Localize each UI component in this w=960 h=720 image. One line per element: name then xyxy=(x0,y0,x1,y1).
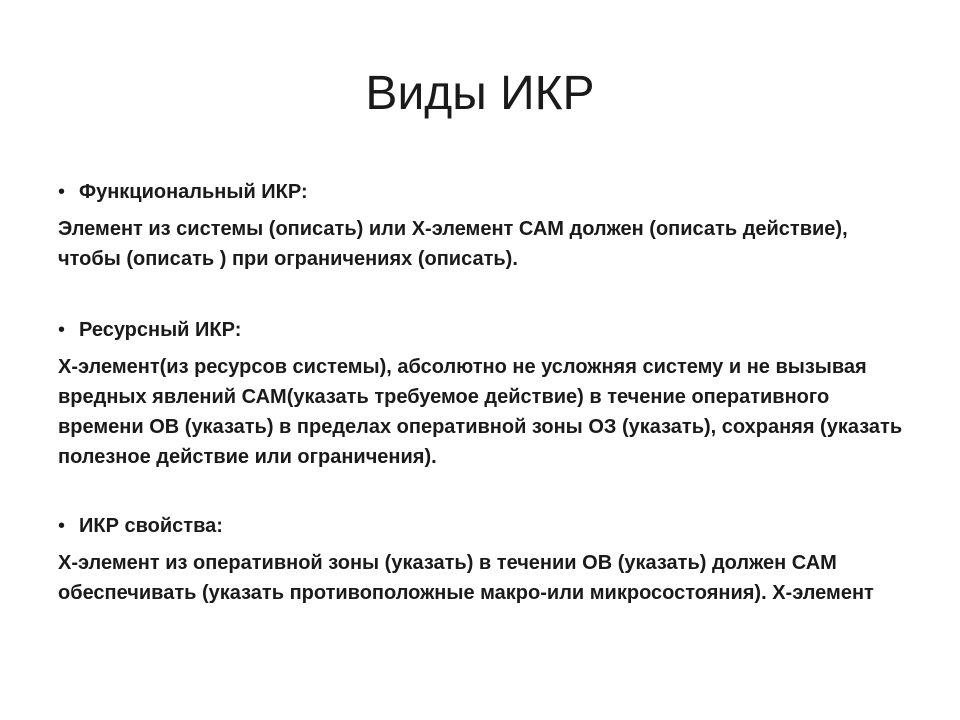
section-text: Элемент из системы (описать) или Х-элемент САМ должен (описать действие), чтобы (описать ) при ограничениях (описать). xyxy=(58,218,848,270)
slide-title: Виды ИКР xyxy=(365,67,595,120)
section-property-ikr xyxy=(58,510,908,608)
section-resource-ikr xyxy=(58,314,908,472)
bullet-item xyxy=(58,314,908,346)
section-heading: ИКР свойства: xyxy=(79,515,223,537)
bullet-icon: • xyxy=(58,319,66,341)
bullet-icon: • xyxy=(58,181,66,203)
section-text: Х-элемент(из ресурсов системы), абсолютно не усложняя систему и не вызывая вредных явлений САМ(указать требуемое действие) в течение оперативного времени ОВ (указать) в пределах оперативной зоны ОЗ (указать), сохраняя (указать полезное действие или ограничения). xyxy=(58,356,903,468)
bullet-item xyxy=(58,510,908,542)
section-text: Х-элемент из оперативной зоны (указать) в течении ОВ (указать) должен САМ обеспечивать (указать противоположные макро-или микросостояния). Х-элемент xyxy=(58,552,874,604)
section-heading: Функциональный ИКР: xyxy=(79,181,308,203)
section-functional-ikr xyxy=(58,176,908,274)
bullet-item xyxy=(58,176,908,208)
slide-body xyxy=(58,176,908,608)
section-heading: Ресурсный ИКР: xyxy=(79,319,242,341)
bullet-icon: • xyxy=(58,515,66,537)
